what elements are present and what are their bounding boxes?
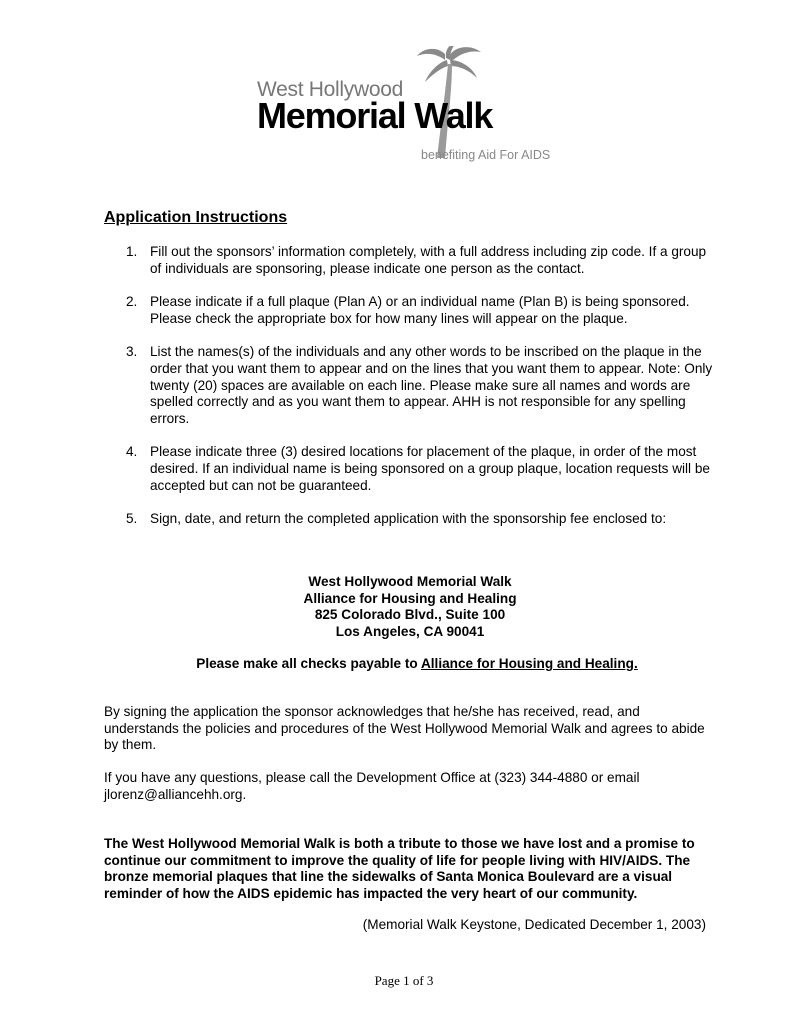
acknowledgement-paragraph: By signing the application the sponsor acknowledges that he/she has received, read, and understands the policies and procedures of the West Hollywood Memorial Walk and agrees to abide by them.: [104, 704, 705, 753]
address-line1: West Hollywood Memorial Walk: [308, 574, 512, 589]
memorial-walk-logo: [257, 46, 557, 166]
step-text: Please indicate three (3) desired locations for placement of the plaque, in order of the most desired. If an individual name is being sponsored on a group plaque, location requests will be accepted but can not be guaranteed.: [150, 444, 710, 493]
step-text: Please indicate if a full plaque (Plan A) or an individual name (Plan B) is being sponsored. Please check the appropriate box for how many lines will appear on the plaque.: [150, 294, 690, 326]
logo-line2: Memorial Walk: [257, 95, 493, 136]
page-title: Application Instructions: [104, 209, 288, 226]
page-number: Page 1 of 3: [374, 973, 434, 988]
step-number: 5.: [126, 511, 138, 527]
step-number: 4.: [126, 444, 138, 460]
step-number: 1.: [126, 244, 138, 259]
list-item: [104, 444, 714, 494]
checks-payable-note: [0, 656, 800, 671]
logo-line1: West Hollywood: [257, 78, 403, 101]
address-line3: 825 Colorado Blvd., Suite 100: [314, 607, 506, 623]
step-text: Fill out the sponsors’ information completely, with a full address including zip code. If a group of individuals are sponsoring, please indicate one person as the contact.: [150, 244, 707, 276]
address-line2: Alliance for Housing and Healing: [303, 590, 517, 606]
logo-tagline: benefiting Aid For AIDS: [421, 148, 551, 162]
contact-paragraph: If you have any questions, please call the Development Office at (323) 344-4880 or email jlorenz@alliancehh.org.: [104, 770, 640, 802]
mailing-address: [0, 574, 800, 640]
step-number: 2.: [126, 294, 138, 310]
checks-prefix: Please make all checks payable to: [196, 656, 421, 671]
list-item: [104, 294, 714, 327]
list-item: [104, 511, 714, 528]
list-item: [104, 244, 714, 277]
step-text: List the names(s) of the individuals and any other words to be inscribed on the plaque in the order that you want them to appear and on the lines that you want them to appear. Note: Only twenty (20) spaces are available on each line. Please make sure all names and words are spelled correctly and as you want them to appear. AHH is not responsible for any spelling errors.: [150, 344, 713, 426]
instruction-list: [104, 244, 714, 545]
list-item: [104, 344, 714, 427]
keystone-quote: The West Hollywood Memorial Walk is both a tribute to those we have lost and a promise to continue our commitment to improve the quality of life for people living with HIV/AIDS. The bronze memorial plaques that line the sidewalks of Santa Monica Boulevard are a visual reminder of how the AIDS epidemic has impacted the very heart of our community.: [104, 836, 695, 901]
step-number: 3.: [126, 344, 138, 360]
address-line4: Los Angeles, CA 90041: [335, 623, 485, 639]
step-text: Sign, date, and return the completed application with the sponsorship fee enclosed to:: [150, 511, 667, 527]
quote-attribution: (Memorial Walk Keystone, Dedicated December 1, 2003): [362, 917, 706, 932]
checks-payee: Alliance for Housing and Healing.: [420, 656, 638, 671]
